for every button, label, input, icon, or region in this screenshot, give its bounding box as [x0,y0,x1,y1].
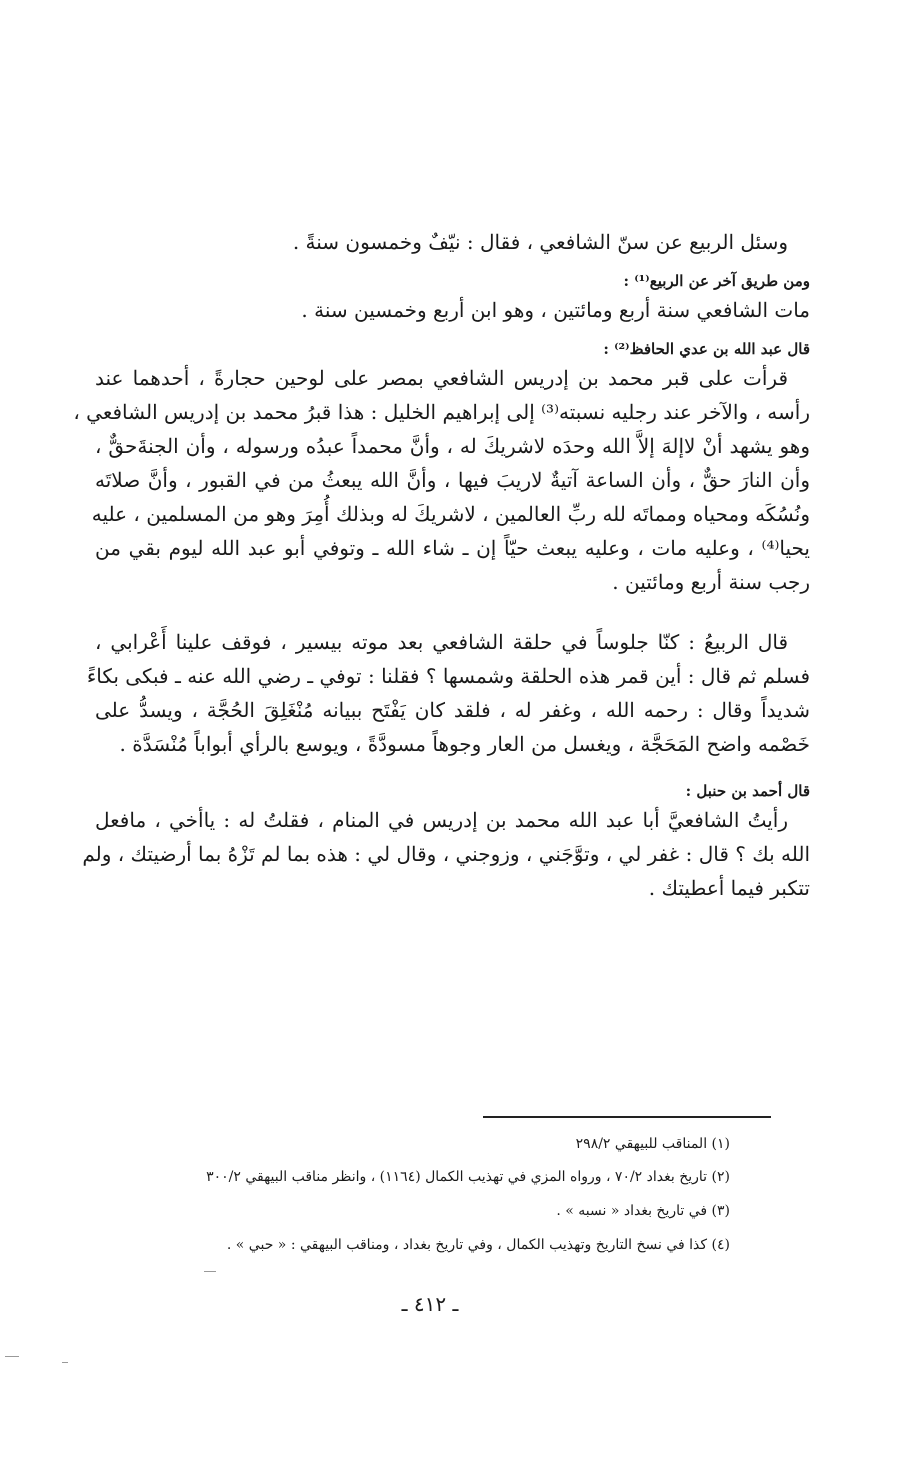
text-line: قرأت على قبر محمد بن إدريس الشافعي بمصر على لوحين حجارةً ، أحدهما عند [95,366,788,390]
text-line: وأن النارَ حقٌّ ، وأن الساعة آتيةٌ لاريبَ فيها ، وأنَّ الله يبعثُ من في القبور ، وأنَّ صلاتَه [95,468,810,492]
paragraph-bedouin-story [86,625,810,761]
footnote-3: (٣) في تاريخ بغداد « نسبه » . [556,1203,730,1219]
heading-ibn-adi: قال عبد الله بن عدي الحافظ⁽²⁾ : [603,340,810,358]
footnote-2: (٢) تاريخ بغداد ٧٠/٢ ، ورواه المزي في تهذيب الكمال (١١٦٤) ، وانظر مناقب البيهقي ٣٠٠/٢ [206,1169,730,1185]
heading-another-chain: ومن طريق آخر عن الربيع⁽¹⁾ : [623,272,810,290]
scan-mark [204,1271,216,1272]
paragraph-grave-inscription [73,361,811,599]
text-line: يحيا⁽⁴⁾ ، وعليه مات ، وعليه يبعث حيّاً إن ـ شاء الله ـ وتوفي أبو عبد الله ليوم بقي من [95,536,810,560]
text-line: الله بك ؟ قال : غفر لي ، وتوَّجَني ، وزوجني ، وقال لي : هذه بما لم تَزْهُ بما أرضيتك ، ولم [82,842,810,866]
text-line: رجب سنة أربع ومائتين . [612,570,810,594]
paragraph-death-year: مات الشافعي سنة أربع ومائتين ، وهو ابن أربع وخمسين سنة . [301,298,810,322]
text-line: وهو يشهد أنْ لاإلهَ إلاَّ الله وحدَه لاشريكَ له ، وأنَّ محمداً عبدُه ورسوله ، وأن الجنةَحقٌّ ، [95,434,811,458]
paragraph-rabi-age: وسئل الربيع عن سنّ الشافعي ، فقال : نيّفٌ وخمسون سنةً . [292,230,788,254]
scan-mark [5,1356,19,1357]
text-line: خَصْمه واضح المَحَجَّة ، ويغسل من العار وجوهاً مسودَّةً ، ويوسع بالرأي أبواباً مُنْسَدَّة . [119,732,810,756]
page-number: ـ ٤١٢ ـ [401,1292,459,1316]
text-line: قال الربيعُ : كنّا جلوساً في حلقة الشافعي بعد موته بيسير ، فوقف علينا أَعْرابي ، [95,630,788,654]
text-line: شديداً وقال : رحمه الله ، وغفر له ، فلقد كان يَفْتَح ببيانه مُنْغَلِقَ الحُجَّة ، ويسدُّ على [95,698,810,722]
footnote-1: (١) المناقب للبيهقي ٢٩٨/٢ [575,1136,730,1152]
paragraph-dream [82,803,810,905]
heading-ahmad-ibn-hanbal: قال أحمد بن حنبل : [685,782,810,800]
text-line: رأيتُ الشافعيَّ أبا عبد الله محمد بن إدريس في المنام ، فقلتُ له : ياأخي ، مافعل [95,808,788,832]
text-line: تتكبر فيما أعطيتك . [648,876,810,900]
text-line: ونُسُكَه ومحياه ومماتَه لله ربِّ العالمين ، لاشريكَ له وبذلك أُمِرَ وهو من المسلمين ، عليه [91,502,810,526]
footnote-separator [483,1116,771,1118]
page-body [73,225,811,905]
text-line: رأسه ، والآخر عند رجليه نسبته⁽³⁾ إلى إبراهيم الخليل : هذا قبرُ محمد بن إدريس الشافعي ، [73,400,810,424]
scan-mark [62,1362,68,1363]
footnote-4: (٤) كذا في نسخ التاريخ وتهذيب الكمال ، وفي تاريخ بغداد ، ومناقب البيهقي : « حبي » . [226,1237,730,1253]
text-line: فسلم ثم قال : أين قمر هذه الحلقة وشمسها ؟ فقلنا : توفي ـ رضي الله عنه ـ فبكى بكاءً [86,664,810,688]
